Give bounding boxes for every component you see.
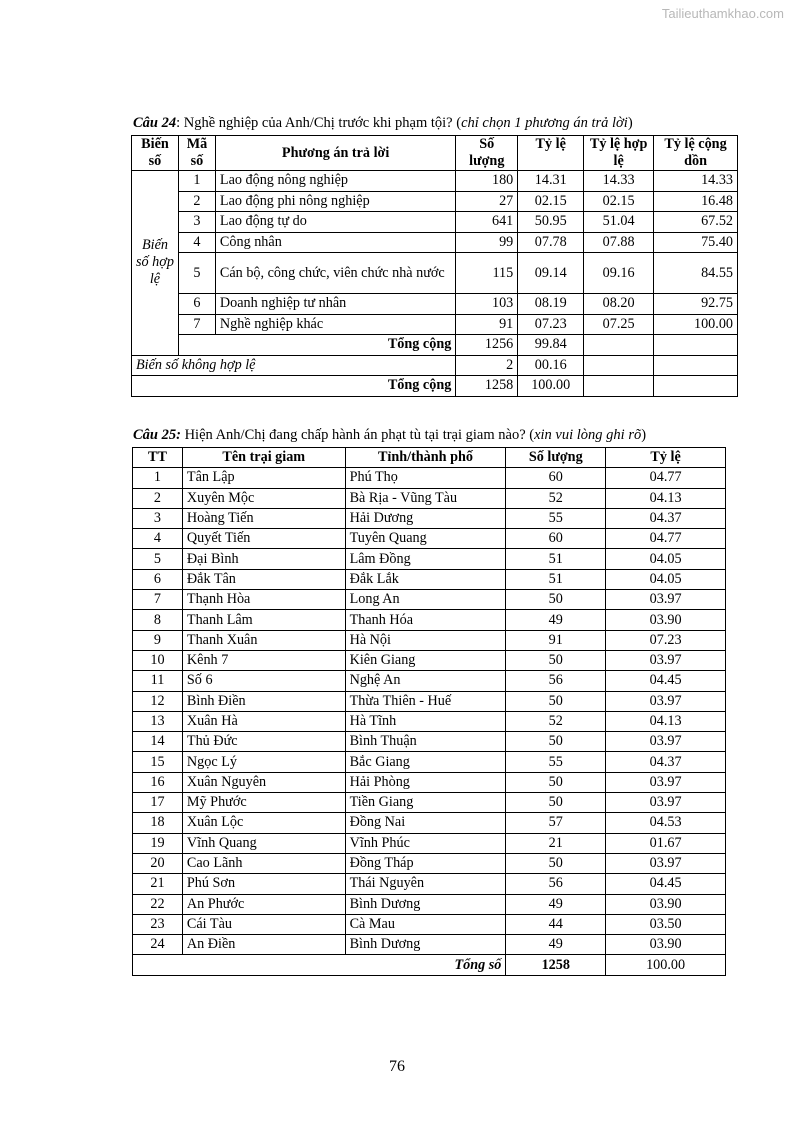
table-row xyxy=(133,630,726,650)
table-row xyxy=(133,590,726,610)
table-row xyxy=(133,711,726,731)
q25-tt: 15 xyxy=(133,752,183,772)
q25-name: An Điền xyxy=(182,935,345,955)
q25-province: Bình Thuận xyxy=(345,732,506,752)
q24-invalid-count: 2 xyxy=(456,355,518,376)
q25-table-body xyxy=(133,468,726,955)
q25-province: Hải Dương xyxy=(345,508,506,528)
q25-count: 55 xyxy=(506,752,606,772)
q24-header-cum: Tỷ lệ cộng dồn xyxy=(654,136,738,171)
q24-invalid-pct: 00.16 xyxy=(518,355,584,376)
q25-province: Nghệ An xyxy=(345,671,506,691)
q24-option: Lao động tự do xyxy=(215,212,455,233)
q24-group-label: Biến số hợp lệ xyxy=(132,171,179,356)
q24-header-pct: Tỷ lệ xyxy=(518,136,584,171)
q25-count: 49 xyxy=(506,894,606,914)
q25-name: Thủ Đức xyxy=(182,732,345,752)
q24-code: 6 xyxy=(178,294,215,315)
q25-tt: 5 xyxy=(133,549,183,569)
q25-count: 50 xyxy=(506,793,606,813)
q24-count: 27 xyxy=(456,191,518,212)
q24-code: 5 xyxy=(178,253,215,294)
q25-name: Quyết Tiến xyxy=(182,529,345,549)
q25-total-count: 1258 xyxy=(506,955,606,975)
q25-tt: 22 xyxy=(133,894,183,914)
q24-subtotal-label: Tổng cộng xyxy=(178,335,455,356)
table-row xyxy=(132,253,738,294)
q25-pct: 03.97 xyxy=(606,732,726,752)
empty-cell xyxy=(584,355,654,376)
q25-note: xin vui lòng ghi rõ xyxy=(534,427,642,443)
q24-header-option: Phương án trả lời xyxy=(215,136,455,171)
q25-province: Phú Thọ xyxy=(345,468,506,488)
q25-tt: 10 xyxy=(133,650,183,670)
q25-province: Hà Nội xyxy=(345,630,506,650)
q24-label: Câu 24 xyxy=(133,115,177,131)
q24-count: 641 xyxy=(456,212,518,233)
q25-province: Hà Tĩnh xyxy=(345,711,506,731)
q25-pct: 04.53 xyxy=(606,813,726,833)
q25-province: Thừa Thiên - Huế xyxy=(345,691,506,711)
q25-province: Cà Mau xyxy=(345,914,506,934)
q25-pct: 04.37 xyxy=(606,752,726,772)
table-row xyxy=(132,212,738,233)
q24-code: 1 xyxy=(178,171,215,192)
q25-tt: 2 xyxy=(133,488,183,508)
q24-count: 115 xyxy=(456,253,518,294)
q25-pct: 04.77 xyxy=(606,468,726,488)
q24-header-count: Số lượng xyxy=(456,136,518,171)
q24-count: 103 xyxy=(456,294,518,315)
q25-count: 50 xyxy=(506,650,606,670)
q25-province: Đồng Tháp xyxy=(345,853,506,873)
q25-count: 50 xyxy=(506,772,606,792)
q25-header-pct: Tỷ lệ xyxy=(606,448,726,468)
q24-subtotal-row xyxy=(132,335,738,356)
q25-name: Mỹ Phước xyxy=(182,793,345,813)
q25-tt: 16 xyxy=(133,772,183,792)
q25-tt: 11 xyxy=(133,671,183,691)
q25-province: Đắk Lắk xyxy=(345,569,506,589)
table-row xyxy=(133,732,726,752)
q25-count: 49 xyxy=(506,935,606,955)
q25-province: Long An xyxy=(345,590,506,610)
q24-count: 180 xyxy=(456,171,518,192)
q25-tt: 1 xyxy=(133,468,183,488)
q25-pct: 03.97 xyxy=(606,590,726,610)
table-row xyxy=(132,191,738,212)
table-row xyxy=(133,569,726,589)
q25-province: Hải Phòng xyxy=(345,772,506,792)
q24-option: Nghề nghiệp khác xyxy=(215,314,455,335)
q25-pct: 01.67 xyxy=(606,833,726,853)
q24-caption xyxy=(133,115,633,132)
q24-header-var: Biến số xyxy=(132,136,179,171)
q25-header-tt: TT xyxy=(133,448,183,468)
q24-cum: 67.52 xyxy=(654,212,738,233)
q25-count: 21 xyxy=(506,833,606,853)
q25-count: 56 xyxy=(506,671,606,691)
table-row xyxy=(133,468,726,488)
q24-invalid-row xyxy=(132,355,738,376)
q25-count: 51 xyxy=(506,549,606,569)
q25-province: Bà Rịa - Vũng Tàu xyxy=(345,488,506,508)
table-row xyxy=(133,793,726,813)
q24-header-valid: Tỷ lệ hợp lệ xyxy=(584,136,654,171)
table-row xyxy=(133,853,726,873)
q25-province: Bình Dương xyxy=(345,935,506,955)
q25-pct: 03.90 xyxy=(606,935,726,955)
q25-province: Bắc Giang xyxy=(345,752,506,772)
q25-count: 50 xyxy=(506,853,606,873)
q24-pct: 50.95 xyxy=(518,212,584,233)
q24-header-code: Mã số xyxy=(178,136,215,171)
q25-pct: 03.97 xyxy=(606,853,726,873)
q25-name: Xuân Lộc xyxy=(182,813,345,833)
watermark: Tailieuthamkhao.com xyxy=(661,6,784,21)
q25-count: 50 xyxy=(506,590,606,610)
table-row xyxy=(133,529,726,549)
q25-name: An Phước xyxy=(182,894,345,914)
empty-cell xyxy=(654,335,738,356)
table-row xyxy=(133,691,726,711)
q25-name: Cao Lãnh xyxy=(182,853,345,873)
q25-pct: 04.45 xyxy=(606,671,726,691)
q25-province: Đồng Nai xyxy=(345,813,506,833)
q24-cum: 14.33 xyxy=(654,171,738,192)
q25-tt: 13 xyxy=(133,711,183,731)
q25-tt: 24 xyxy=(133,935,183,955)
q24-option: Lao động phi nông nghiệp xyxy=(215,191,455,212)
q24-option: Công nhân xyxy=(215,232,455,253)
q25-province: Thái Nguyên xyxy=(345,874,506,894)
q25-count: 49 xyxy=(506,610,606,630)
q24-option: Lao động nông nghiệp xyxy=(215,171,455,192)
q25-count: 91 xyxy=(506,630,606,650)
q25-tt: 14 xyxy=(133,732,183,752)
q25-count: 60 xyxy=(506,529,606,549)
table-row xyxy=(133,894,726,914)
q24-cum: 16.48 xyxy=(654,191,738,212)
q25-province: Vĩnh Phúc xyxy=(345,833,506,853)
q24-text: : Nghề nghiệp của Anh/Chị trước khi phạm tội? ( xyxy=(176,115,462,131)
q25-pct: 04.13 xyxy=(606,711,726,731)
q25-name: Thanh Lâm xyxy=(182,610,345,630)
table-row xyxy=(133,813,726,833)
q24-valid: 07.25 xyxy=(584,314,654,335)
q25-pct: 03.50 xyxy=(606,914,726,934)
q25-name: Xuân Hà xyxy=(182,711,345,731)
q25-name: Vĩnh Quang xyxy=(182,833,345,853)
q25-tt: 19 xyxy=(133,833,183,853)
q25-total-row xyxy=(133,955,726,975)
q25-pct: 04.37 xyxy=(606,508,726,528)
q24-invalid-label: Biến số không hợp lệ xyxy=(132,355,456,376)
q24-total-row xyxy=(132,376,738,397)
q25-pct: 03.97 xyxy=(606,650,726,670)
q24-code: 3 xyxy=(178,212,215,233)
q25-total-pct: 100.00 xyxy=(606,955,726,975)
q25-tt: 7 xyxy=(133,590,183,610)
q25-caption xyxy=(133,427,646,444)
q24-total-pct: 100.00 xyxy=(518,376,584,397)
q25-name: Thạnh Hòa xyxy=(182,590,345,610)
table-row xyxy=(133,508,726,528)
q25-tt: 21 xyxy=(133,874,183,894)
q25-name: Số 6 xyxy=(182,671,345,691)
table-row xyxy=(133,935,726,955)
q25-pct: 04.45 xyxy=(606,874,726,894)
empty-cell xyxy=(584,335,654,356)
q24-cum: 84.55 xyxy=(654,253,738,294)
q24-code: 4 xyxy=(178,232,215,253)
q25-name: Tân Lập xyxy=(182,468,345,488)
q25-label: Câu 25: xyxy=(133,427,181,443)
empty-cell xyxy=(654,376,738,397)
q25-tt: 6 xyxy=(133,569,183,589)
table-row xyxy=(133,549,726,569)
q25-count: 57 xyxy=(506,813,606,833)
q25-pct: 04.77 xyxy=(606,529,726,549)
q24-close: ) xyxy=(627,115,633,131)
q25-tt: 4 xyxy=(133,529,183,549)
q24-note: chỉ chọn 1 phương án trả lời xyxy=(461,115,628,131)
q25-pct: 03.97 xyxy=(606,772,726,792)
q25-count: 52 xyxy=(506,488,606,508)
q25-tt: 23 xyxy=(133,914,183,934)
q25-count: 52 xyxy=(506,711,606,731)
q24-table xyxy=(131,135,738,397)
q24-pct: 02.15 xyxy=(518,191,584,212)
table-row xyxy=(133,874,726,894)
q25-name: Cái Tàu xyxy=(182,914,345,934)
q24-total-count: 1258 xyxy=(456,376,518,397)
q24-option: Doanh nghiệp tư nhân xyxy=(215,294,455,315)
q24-header-row xyxy=(132,136,738,171)
table-row xyxy=(132,314,738,335)
q25-tt: 18 xyxy=(133,813,183,833)
q25-name: Kênh 7 xyxy=(182,650,345,670)
q25-header-row xyxy=(133,448,726,468)
q24-pct: 09.14 xyxy=(518,253,584,294)
table-row xyxy=(133,914,726,934)
q24-code: 7 xyxy=(178,314,215,335)
q25-tt: 17 xyxy=(133,793,183,813)
q25-count: 60 xyxy=(506,468,606,488)
q25-name: Xuyên Mộc xyxy=(182,488,345,508)
q25-pct: 04.05 xyxy=(606,549,726,569)
q25-province: Bình Dương xyxy=(345,894,506,914)
q24-cum: 92.75 xyxy=(654,294,738,315)
q25-count: 50 xyxy=(506,691,606,711)
q25-tt: 20 xyxy=(133,853,183,873)
table-row xyxy=(132,232,738,253)
q24-code: 2 xyxy=(178,191,215,212)
q24-valid: 51.04 xyxy=(584,212,654,233)
q24-cum: 75.40 xyxy=(654,232,738,253)
q25-pct: 07.23 xyxy=(606,630,726,650)
q25-name: Đại Bình xyxy=(182,549,345,569)
q25-pct: 03.97 xyxy=(606,691,726,711)
q25-text: Hiện Anh/Chị đang chấp hành án phạt tù tại trại giam nào? ( xyxy=(180,427,535,443)
table-row xyxy=(133,833,726,853)
q25-province: Lâm Đồng xyxy=(345,549,506,569)
q24-valid: 14.33 xyxy=(584,171,654,192)
q24-pct: 08.19 xyxy=(518,294,584,315)
q25-count: 55 xyxy=(506,508,606,528)
q24-total-label: Tổng cộng xyxy=(132,376,456,397)
q24-pct: 14.31 xyxy=(518,171,584,192)
q24-option: Cán bộ, công chức, viên chức nhà nước xyxy=(215,253,455,294)
q25-name: Xuân Nguyên xyxy=(182,772,345,792)
q25-count: 56 xyxy=(506,874,606,894)
q25-pct: 03.90 xyxy=(606,894,726,914)
q25-count: 51 xyxy=(506,569,606,589)
table-row xyxy=(133,650,726,670)
empty-cell xyxy=(654,355,738,376)
q25-pct: 03.90 xyxy=(606,610,726,630)
q24-pct: 07.78 xyxy=(518,232,584,253)
q25-tt: 3 xyxy=(133,508,183,528)
page-number: 76 xyxy=(389,1058,405,1075)
q25-table xyxy=(132,447,726,976)
q25-total-label: Tổng số xyxy=(133,955,506,975)
q25-name: Bình Điền xyxy=(182,691,345,711)
q24-subtotal-pct: 99.84 xyxy=(518,335,584,356)
q25-header-name: Tên trại giam xyxy=(182,448,345,468)
q25-pct: 04.13 xyxy=(606,488,726,508)
table-row xyxy=(133,610,726,630)
q24-count: 91 xyxy=(456,314,518,335)
q24-cum: 100.00 xyxy=(654,314,738,335)
q24-count: 99 xyxy=(456,232,518,253)
table-row xyxy=(133,488,726,508)
q25-pct: 03.97 xyxy=(606,793,726,813)
q25-name: Thanh Xuân xyxy=(182,630,345,650)
empty-cell xyxy=(584,376,654,397)
q25-close: ) xyxy=(641,427,647,443)
q25-header-province: Tỉnh/thành phố xyxy=(345,448,506,468)
q25-province: Tuyên Quang xyxy=(345,529,506,549)
table-row xyxy=(132,294,738,315)
q25-province: Thanh Hóa xyxy=(345,610,506,630)
q25-count: 50 xyxy=(506,732,606,752)
q25-province: Kiên Giang xyxy=(345,650,506,670)
q24-valid: 07.88 xyxy=(584,232,654,253)
q25-name: Đắk Tân xyxy=(182,569,345,589)
q25-count: 44 xyxy=(506,914,606,934)
q24-valid: 09.16 xyxy=(584,253,654,294)
q25-name: Hoàng Tiến xyxy=(182,508,345,528)
q24-subtotal-count: 1256 xyxy=(456,335,518,356)
q24-pct: 07.23 xyxy=(518,314,584,335)
q25-tt: 9 xyxy=(133,630,183,650)
table-row xyxy=(133,671,726,691)
table-row xyxy=(133,772,726,792)
table-row xyxy=(132,171,738,192)
q25-tt: 12 xyxy=(133,691,183,711)
q25-name: Phú Sơn xyxy=(182,874,345,894)
q24-valid: 08.20 xyxy=(584,294,654,315)
table-row xyxy=(133,752,726,772)
q24-valid: 02.15 xyxy=(584,191,654,212)
q25-pct: 04.05 xyxy=(606,569,726,589)
q25-tt: 8 xyxy=(133,610,183,630)
q25-name: Ngọc Lý xyxy=(182,752,345,772)
q25-header-count: Số lượng xyxy=(506,448,606,468)
q25-province: Tiền Giang xyxy=(345,793,506,813)
